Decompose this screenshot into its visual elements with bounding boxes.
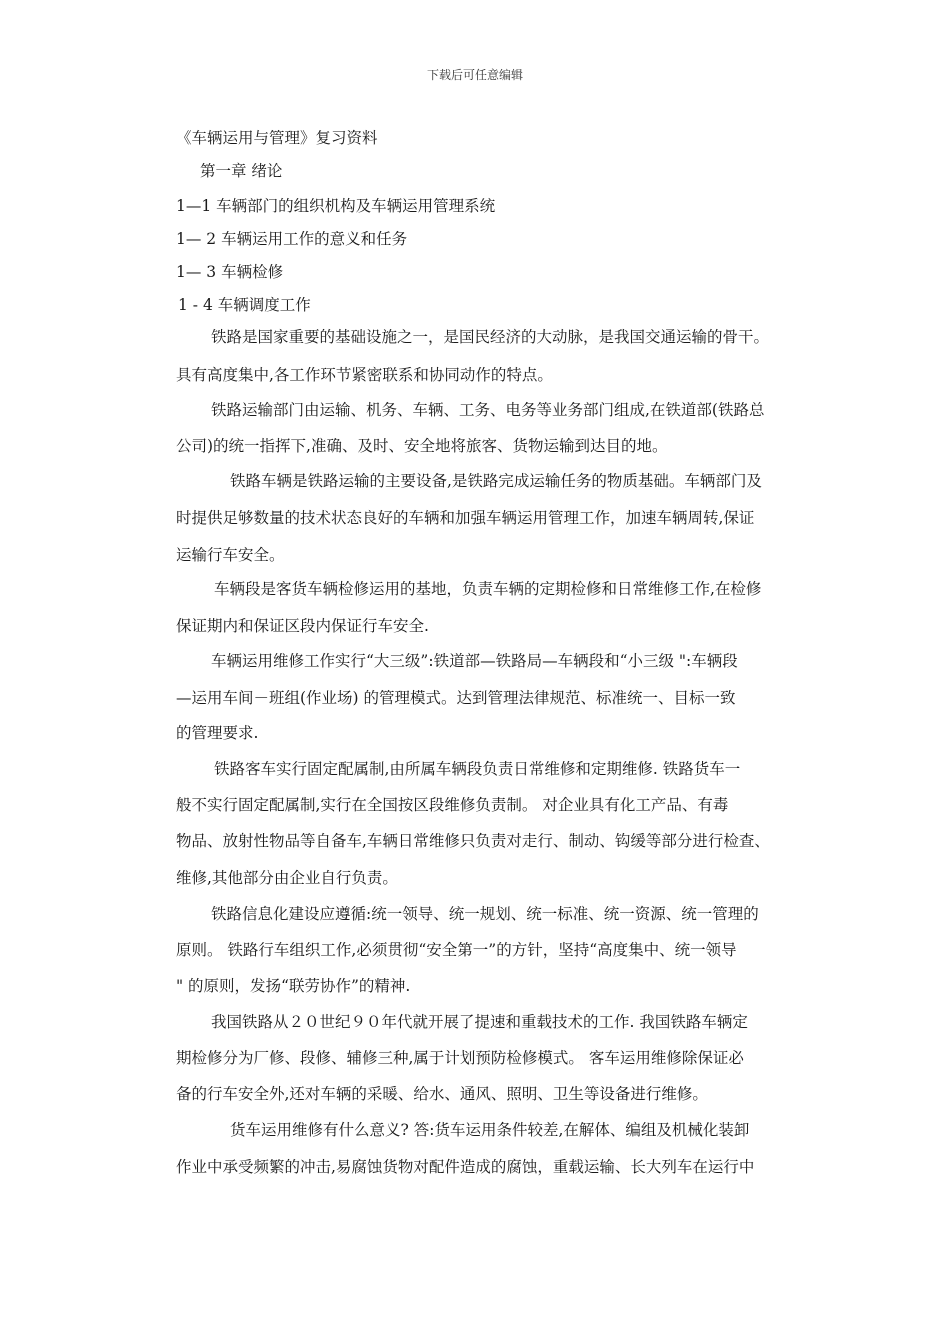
body-line: 备的行车安全外,还对车辆的采暖、给水、通风、照明、卫生等设备进行维修。 (176, 1085, 708, 1103)
body-line: 车辆运用维修工作实行“大三级”:铁道部—铁路局—车辆段和“小三级 ":车辆段 (211, 652, 738, 670)
body-line: 期检修分为厂修、段修、辅修三种,属于计划预防检修模式。 客车运用维修除保证必 (176, 1049, 744, 1067)
body-line: " 的原则，发扬“联劳协作”的精神. (176, 977, 411, 995)
page-header: 下载后可任意编辑 (426, 68, 523, 82)
body-line: 物品、放射性物品等自备车,车辆日常维修只负责对走行、制动、钩缓等部分进行检查、 (176, 832, 770, 850)
body-line: 铁路信息化建设应遵循:统一领导、统一规划、统一标准、统一资源、统一管理的 (211, 905, 759, 923)
toc-item: 1—1 车辆部门的组织机构及车辆运用管理系统 (176, 197, 496, 215)
body-line: 我国铁路从２０世纪９０年代就开展了提速和重载技术的工作. 我国铁路车辆定 (211, 1013, 748, 1031)
body-line: 维修,其他部分由企业自行负责。 (176, 869, 398, 887)
body-line: 的管理要求. (176, 724, 259, 742)
body-line: 具有高度集中,各工作环节紧密联系和协同动作的特点。 (176, 366, 553, 384)
document-title: 《车辆运用与管理》复习资料 (176, 129, 378, 147)
body-line: 运输行车安全。 (176, 546, 285, 564)
body-line: 公司)的统一指挥下,准确、及时、安全地将旅客、货物运输到达目的地。 (176, 437, 668, 455)
body-line: 保证期内和保证区段内保证行车安全. (176, 617, 429, 635)
body-line: 铁路客车实行固定配属制,由所属车辆段负责日常维修和定期维修. 铁路货车一 (214, 760, 741, 778)
body-line: 铁路是国家重要的基础设施之一，是国民经济的大动脉，是我国交通运输的骨干。 (211, 328, 770, 346)
toc-item: 1— 2 车辆运用工作的意义和任务 (176, 230, 408, 248)
chapter-heading: 第一章 绪论 (200, 162, 283, 180)
body-line: 般不实行固定配属制,实行在全国按区段维修负责制。 对企业具有化工产品、有毒 (176, 796, 729, 814)
body-line: 车辆段是客货车辆检修运用的基地，负责车辆的定期检修和日常维修工作,在检修 (214, 580, 762, 598)
body-line: 时提供足够数量的技术状态良好的车辆和加强车辆运用管理工作，加速车辆周转,保证 (176, 509, 755, 527)
toc-item: 1— 3 车辆检修 (176, 263, 284, 281)
body-line: 铁路车辆是铁路运输的主要设备,是铁路完成运输任务的物质基础。车辆部门及 (230, 472, 762, 490)
body-line: 铁路运输部门由运输、机务、车辆、工务、电务等业务部门组成,在铁道部(铁路总 (211, 401, 765, 419)
body-line: 货车运用维修有什么意义? 答:货车运用条件较差,在解体、编组及机械化装卸 (230, 1121, 750, 1139)
body-line: —运用车间－班组(作业场) 的管理模式。达到管理法律规范、标准统一、目标一致 (176, 689, 736, 707)
toc-item: 1 - 4 车辆调度工作 (178, 296, 311, 314)
body-line: 作业中承受频繁的冲击,易腐蚀货物对配件造成的腐蚀，重载运输、长大列车在运行中 (176, 1158, 755, 1176)
body-line: 原则。 铁路行车组织工作,必须贯彻“安全第一”的方针，坚持“高度集中、统一领导 (176, 941, 737, 959)
